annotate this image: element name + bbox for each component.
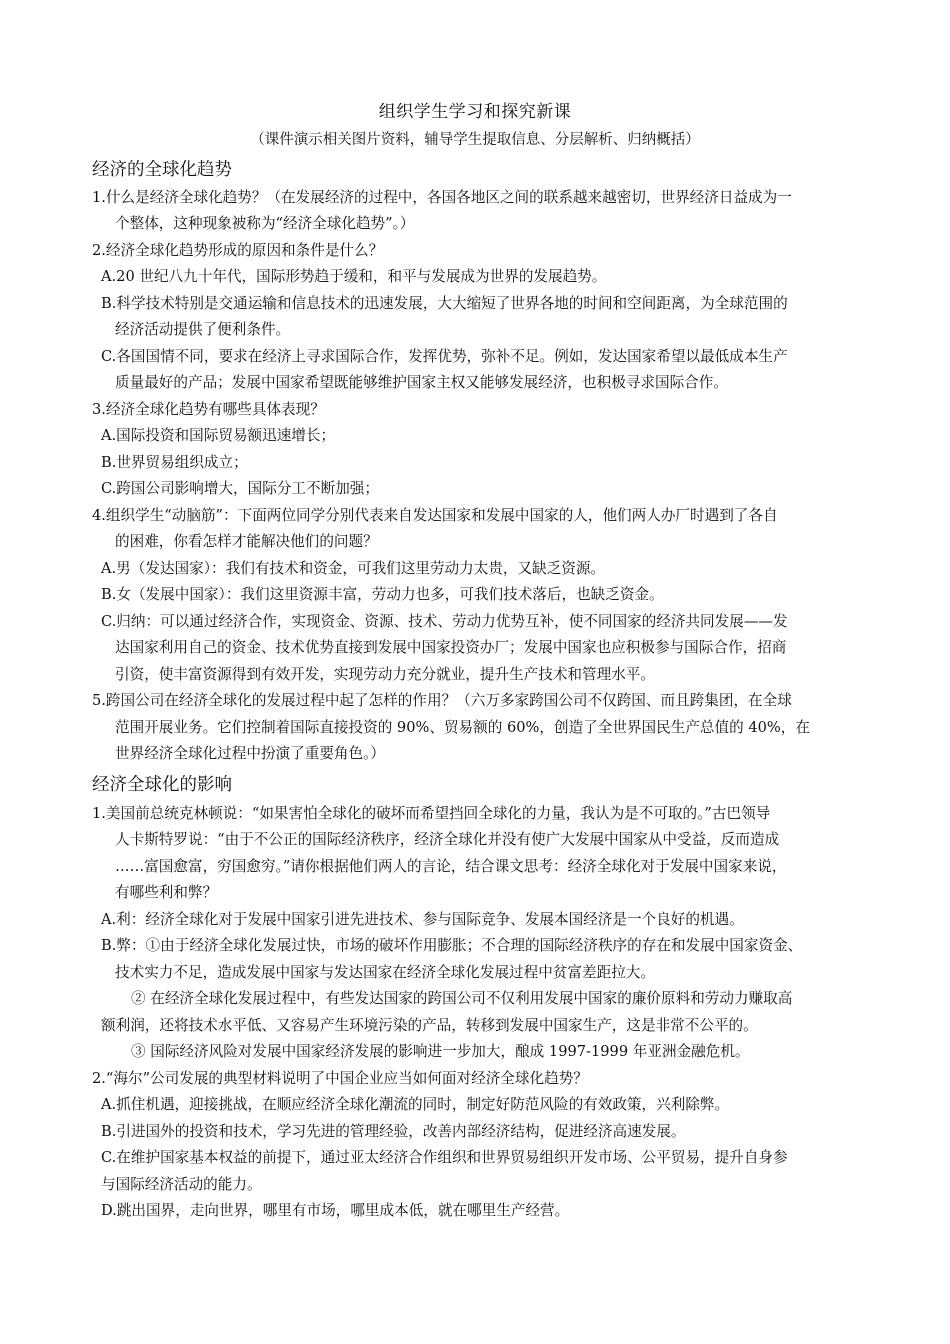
answer-line: 引资，使丰富资源得到有效开发，实现劳动力充分就业，提升生产技术和管理水平。 (115, 666, 655, 683)
question-line: 2.经济全球化趋势形成的原因和条件是什么？ (92, 242, 384, 259)
answer-line: A.20 世纪八九十年代，国际形势趋于缓和，和平与发展成为世界的发展趋势。 (101, 268, 607, 285)
question-line: 有哪些利和弊？ (115, 884, 218, 901)
answer-line: 额利润，还将技术水平低、又容易产生环境污染的产品，转移到发展中国家生产，这是非常不公平的。 (101, 1017, 758, 1034)
answer-line: A.国际投资和国际贸易额迅速增长； (101, 427, 336, 444)
page-title: 组织学生学习和探究新课 (378, 102, 572, 122)
answer-line: B.世界贸易组织成立； (101, 454, 248, 471)
answer-line: C.跨国公司影响增大，国际分工不断加强； (101, 480, 379, 497)
question-line: 人卡斯特罗说：“由于不公正的国际经济秩序，经济全球化并没有使广大发展中国家从中受益，反而造成 (115, 831, 780, 848)
answer-line: ② 在经济全球化发展过程中，有些发达国家的跨国公司不仅利用发展中国家的廉价原料和劳动力赚取高 (131, 990, 793, 1007)
section-heading-globalization-impact: 经济全球化的影响 (92, 775, 232, 795)
paragraph-line: 1.什么是经济全球化趋势？（在发展经济的过程中，各国各地区之间的联系越来越密切，世界经济日益成为一 (92, 189, 792, 206)
paragraph-line: 范围开展业务。它们控制着国际直接投资的 90%、贸易额的 60%，创造了全世界国民生产总值的 40%，在 (115, 719, 810, 736)
question-line: 2.“海尔”公司发展的典型材料说明了中国企业应当如何面对经济全球化趋势？ (92, 1070, 588, 1087)
answer-line: A.男（发达国家）：我们有技术和资金，可我们这里劳动力太贵，又缺乏资源。 (101, 560, 606, 577)
answer-line: C.各国国情不同，要求在经济上寻求国际合作，发挥优势，弥补不足。例如，发达国家希望以最低成本生产 (101, 348, 788, 365)
paragraph-line: 5.跨国公司在经济全球化的发展过程中起了怎样的作用？（六万多家跨国公司不仅跨国、而且跨集团，在全球 (92, 692, 792, 709)
answer-line: 质量最好的产品；发展中国家希望既能够维护国家主权又能够发展经济，也积极寻求国际合作。 (115, 374, 728, 391)
answer-line: B.女（发展中国家）：我们这里资源丰富，劳动力也多，可我们技术落后，也缺乏资金。 (101, 586, 664, 603)
answer-line: C.在维护国家基本权益的前提下，通过亚太经济合作组织和世界贸易组织开发市场、公平贸易，提升自身参 (101, 1149, 788, 1166)
question-line: 3.经济全球化趋势有哪些具体表现？ (92, 401, 325, 418)
answer-line: A.利：经济全球化对于发展中国家引进先进技术、参与国际竞争、发展本国经济是一个良好的机遇。 (101, 911, 744, 928)
answer-line: B.弊：①由于经济全球化发展过快，市场的破坏作用膨胀；不合理的国际经济秩序的存在和发展中国家资金、 (101, 937, 803, 954)
paragraph-line: 个整体，这种现象被称为“经济全球化趋势”。） (115, 215, 415, 232)
question-line: 的困难，你看怎样才能解决他们的问题？ (115, 533, 378, 550)
answer-line: 与国际经济活动的能力。 (101, 1176, 262, 1193)
answer-line: B.科学技术特别是交通运输和信息技术的迅速发展，大大缩短了世界各地的时间和空间距离，为全球范围的 (101, 295, 788, 312)
question-line: 1.美国前总统克林顿说：“如果害怕全球化的破坏而希望挡回全球化的力量，我认为是不可取的。”古巴领导 (92, 805, 771, 822)
answer-line: B.引进国外的投资和技术，学习先进的管理经验，改善内部经济结构，促进经济高速发展。 (101, 1123, 686, 1140)
answer-line: 达国家利用自己的资金、技术优势直接到发展中国家投资办厂；发展中国家也应积极参与国际合作，招商 (115, 639, 787, 656)
answer-line: D.跳出国界，走向世界，哪里有市场，哪里成本低，就在哪里生产经营。 (101, 1202, 570, 1219)
answer-line: 经济活动提供了便利条件。 (115, 321, 291, 338)
paragraph-line: 世界经济全球化过程中扮演了重要角色。） (115, 745, 385, 762)
answer-line: A.抓住机遇，迎接挑战，在顺应经济全球化潮流的同时，制定好防范风险的有效政策，兴利除弊。 (101, 1096, 730, 1113)
answer-line: 技术实力不足，造成发展中国家与发达国家在经济全球化发展过程中贫富差距拉大。 (115, 964, 655, 981)
question-line: 4.组织学生“动脑筋”：下面两位同学分别代表来自发达国家和发展中国家的人，他们两人办厂时遇到了各自 (92, 507, 778, 524)
section-heading-globalization-trend: 经济的全球化趋势 (92, 160, 232, 180)
question-line: ……富国愈富，穷国愈穷。”请你根据他们两人的言论，结合课文思考：经济全球化对于发展中国家来说， (115, 858, 787, 875)
page-subtitle: （课件演示相关图片资料，辅导学生提取信息、分层解析、归纳概括） (250, 132, 700, 148)
answer-line: C.归纳：可以通过经济合作，实现资金、资源、技术、劳动力优势互补，使不同国家的经济共同发展——发 (101, 613, 788, 630)
answer-line: ③ 国际经济风险对发展中国家经济发展的影响进一步加大，酿成 1997-1999 年亚洲金融危机。 (131, 1043, 750, 1060)
